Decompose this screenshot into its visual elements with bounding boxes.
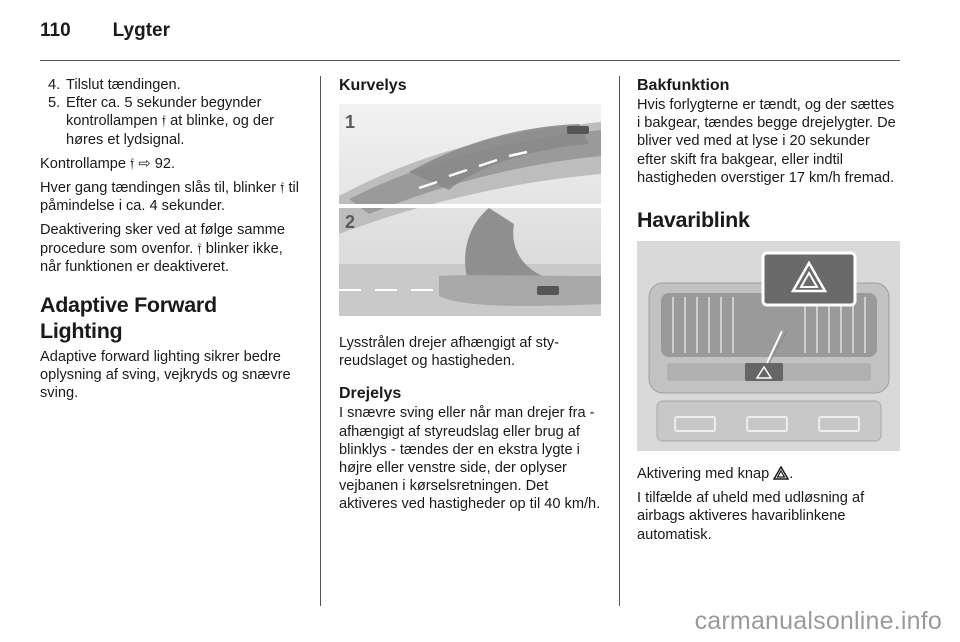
section-heading-kurvelys: Kurvelys [339,77,407,94]
section-heading-havariblink: Havariblink [637,208,750,233]
header-rule [40,60,900,61]
paragraph-airbag: I tilfælde af uheld med udløsning af airbags aktiveres havariblinkene automatisk. [637,490,865,543]
paragraph-reminder: Hver gang tændingen slås til, blinker 𝔣 til påmindelse i ca. 4 sekunder. [40,180,300,215]
curve-light-illustration [339,104,601,316]
column-1 [40,76,302,409]
figure-label-2: 2 [345,212,356,232]
list-item: 5. Efter ca. 5 sekunder begynder kontrollampen 𝔣 at blinke, og der høres et lydsignal. [48,95,274,148]
paragraph-kurvelys: Lysstrålen drejer afhængigt af styreudslaget og hastigheden. [339,335,560,370]
column-3 [637,76,901,550]
section-heading-bakfunktion: Bakfunktion [637,77,730,94]
column-2 [339,76,603,520]
hazard-button-illustration [637,241,900,451]
paragraph-warning-lamp: Kontrollampe 𝔣 ⇨ 92. [40,155,176,172]
watermark: carmanualsonline.info [694,607,942,635]
paragraph-drejelys: I snævre sving eller når man drejer fra - afhængigt af styreudslag eller brug af blinklys - tændes der en ekstra lygte i højre eller venstre side, der oplyser vejbanen i kørselsretningen. Det aktiveres ved hastigheder op til 40 km/h. [339,405,601,513]
section-heading-drejelys: Drejelys [339,385,402,403]
page-number: 110 [40,20,71,41]
section-heading-afl: Adaptive Forward Lighting [40,293,217,344]
hazard-triangle-icon [773,466,789,480]
column-divider-2 [619,76,620,606]
paragraph-bakfunktion: Hvis forlygterne er tændt, og der sættes i bakgear, tændes begge drejelygter. De bliver ved med at lyse i 20 sekunder efter skift fra bakgear, eller indtil hastigheden overstiger 17 km/h fremad. [637,97,896,186]
page-title: Lygter [112,20,171,41]
paragraph-afl: Adaptive forward lighting sikrer bedre oplysning af sving, vejkryds og snævre sving. [40,349,291,402]
page-header [40,20,170,50]
paragraph-deactivation: Deaktivering sker ved at følge samme procedure som ovenfor. 𝔣 blinker ikke, når funktionen er deaktiveret. [40,222,285,275]
list-item: 4. Tilslut tændingen. [48,77,181,93]
column-divider-1 [320,76,321,606]
steps-list [40,76,302,149]
figure-label-1: 1 [345,112,356,132]
paragraph-activation: Aktivering med knap . [637,466,794,483]
